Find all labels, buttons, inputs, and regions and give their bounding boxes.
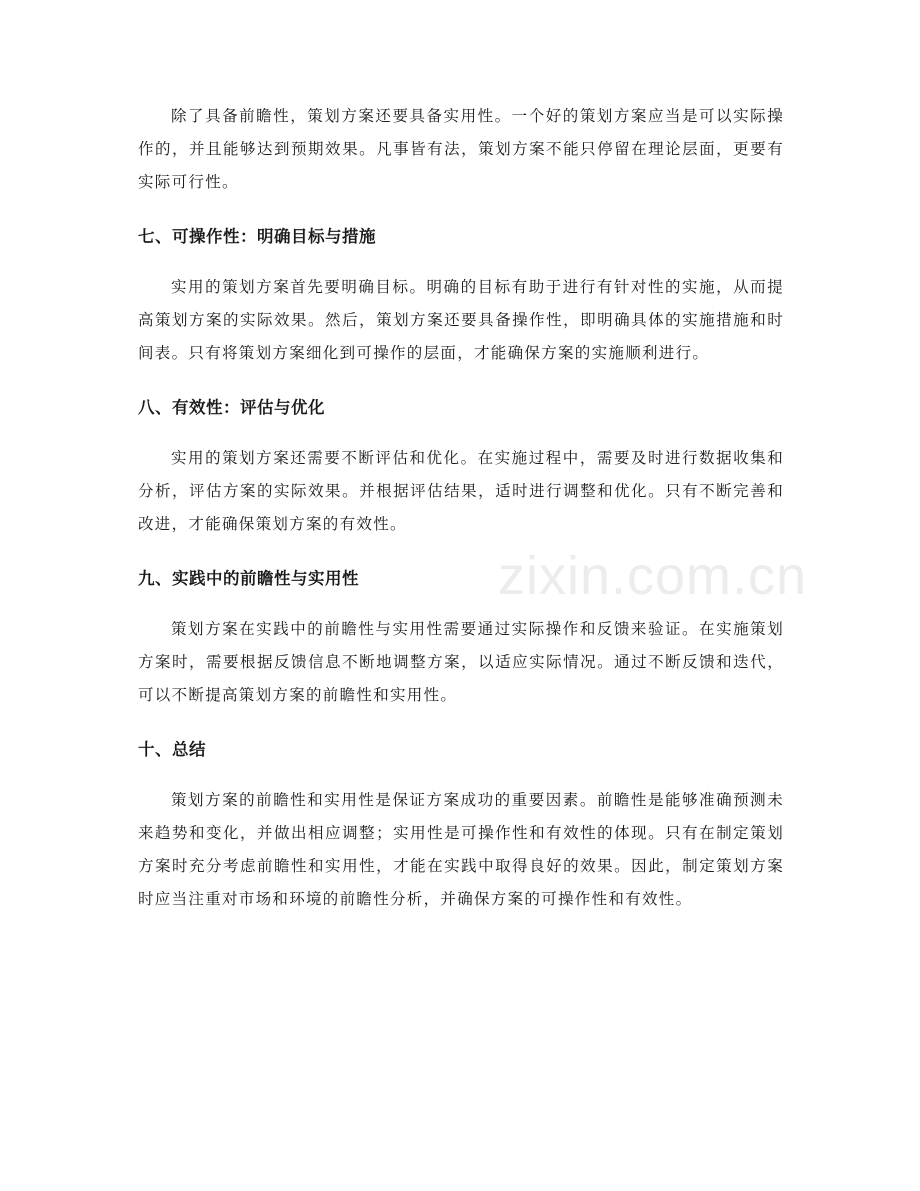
section-heading-8: 八、有效性：评估与优化 (138, 398, 325, 417)
section-paragraph-9: 策划方案在实践中的前瞻性与实用性需要通过实际操作和反馈来验证。在实施策划方案时，需要根据反馈信息不断地调整方案，以适应实际情况。通过不断反馈和迭代，可以不断提高策划方案的前瞻性和实用性。 (138, 620, 784, 704)
section-paragraph-10: 策划方案的前瞻性和实用性是保证方案成功的重要因素。前瞻性是能够准确预测未来趋势和变化，并做出相应调整；实用性是可操作性和有效性的体现。只有在制定策划方案时充分考虑前瞻性和实用性，才能在实践中取得良好的效果。因此，制定策划方案时应当注重对市场和环境的前瞻性分析，并确保方案的可操作性和有效性。 (138, 791, 784, 908)
section-heading-7: 七、可操作性：明确目标与措施 (138, 227, 376, 246)
section-paragraph-7: 实用的策划方案首先要明确目标。明确的目标有助于进行有针对性的实施，从而提高策划方案的实际效果。然后，策划方案还要具备操作性，即明确具体的实施措施和时间表。只有将策划方案细化到可操作的层面，才能确保方案的实施顺利进行。 (138, 278, 784, 362)
document-body (138, 100, 784, 916)
section-paragraph-8: 实用的策划方案还需要不断评估和优化。在实施过程中，需要及时进行数据收集和分析，评估方案的实际效果。并根据评估结果，适时进行调整和优化。只有不断完善和改进，才能确保策划方案的有效性。 (138, 449, 784, 533)
watermark-text: zixin.com.cn (498, 546, 808, 606)
section-heading-10: 十、总结 (138, 740, 206, 759)
section-heading-9: 九、实践中的前瞻性与实用性 (138, 569, 359, 588)
intro-paragraph: 除了具备前瞻性，策划方案还要具备实用性。一个好的策划方案应当是可以实际操作的，并且能够达到预期效果。凡事皆有法，策划方案不能只停留在理论层面，更要有实际可行性。 (138, 107, 784, 191)
